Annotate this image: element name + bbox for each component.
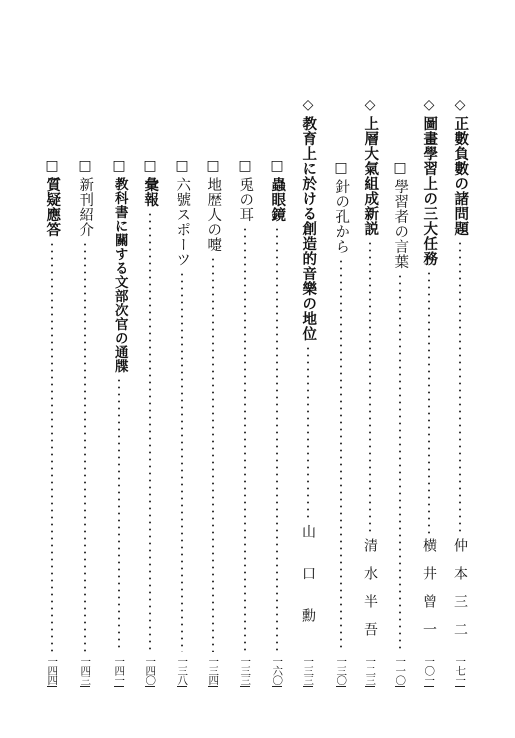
square-bullet-icon: □ [205,158,221,174]
square-bullet-icon: □ [142,158,158,174]
square-bullet-icon: □ [392,160,408,176]
entry-page-number: 一四一 [114,656,125,688]
entry-title: 上層大氣組成新説 [362,116,380,236]
entry-page-number: 一三八 [177,656,188,688]
entry-page-number: 一六〇 [272,656,283,688]
entry-author: 横井曾一 [421,537,437,650]
toc-entry [416,97,442,687]
toc-entry [447,97,473,687]
dot-leader [181,271,183,652]
dot-leader [340,258,342,652]
entry-author: 山口勳 [300,523,316,650]
entry-title: 教科書に關する文部次官の通牒 [111,177,128,373]
entry-page-number: 一四四 [47,656,58,688]
dot-leader [118,377,120,652]
entry-page-number: 一〇一 [424,656,435,688]
square-bullet-icon: □ [44,158,60,174]
square-bullet-icon: □ [269,158,285,174]
toc-entry [106,158,132,687]
diamond-bullet-icon: ◇ [300,97,316,113]
toc-entry [200,158,226,687]
toc-entry [137,158,163,687]
entry-page-number: 一七一 [455,656,466,688]
entry-page-number: 一四〇 [145,656,156,688]
entry-page-number: 一三四 [208,656,219,688]
toc-entry [39,158,65,687]
entry-page-number: 一一〇 [395,656,406,688]
toc-entry [264,158,290,687]
toc-entry [295,97,321,687]
entry-page-number: 一二三 [365,656,376,688]
entry-title: 蟲眼鏡 [269,177,287,222]
dot-leader [399,273,401,652]
toc-entry [328,160,354,687]
entry-title: 針の孔から [333,179,350,254]
dot-leader [369,240,371,534]
toc-entry [357,97,383,687]
diamond-bullet-icon: ◇ [421,97,437,113]
dot-leader [51,241,53,652]
entry-title: 學習者の言葉 [392,179,409,269]
entry-page-number: 一三三 [240,656,251,688]
dot-leader [149,211,151,652]
entry-page-number: 一四三 [80,656,91,688]
entry-title: 地歴人の嚏 [205,177,222,252]
square-bullet-icon: □ [333,160,349,176]
toc-entry [387,160,413,687]
entry-title: 新刊紹介 [77,177,94,237]
entry-page-number: 一三〇 [336,656,347,688]
entry-page-number: 一三三 [303,656,314,688]
entry-title: 教育上に於ける創造的音樂の地位 [300,116,318,341]
entry-title: 彙報 [142,177,160,207]
diamond-bullet-icon: ◇ [362,97,378,113]
dot-leader [244,226,246,652]
square-bullet-icon: □ [237,158,253,174]
entry-title: 兎の耳 [237,177,254,222]
dot-leader [459,240,461,534]
square-bullet-icon: □ [111,158,127,174]
square-bullet-icon: □ [77,158,93,174]
entry-title: 六號スポーツ [174,177,191,267]
dot-leader [212,256,214,652]
dot-leader [428,270,430,534]
toc-entry [232,158,258,687]
diamond-bullet-icon: ◇ [452,97,468,113]
toc-entry [72,158,98,687]
dot-leader [84,241,86,652]
entry-author: 仲本三二 [452,537,468,650]
dot-leader [307,345,309,520]
toc-entry [169,158,195,687]
entry-title: 質疑應答 [44,177,62,237]
entry-author: 清水半吾 [362,537,378,650]
square-bullet-icon: □ [174,158,190,174]
entry-title: 圖畫學習上の三大任務 [421,116,439,266]
entry-title: 正數負數の諸問題 [452,116,470,236]
dot-leader [276,226,278,652]
